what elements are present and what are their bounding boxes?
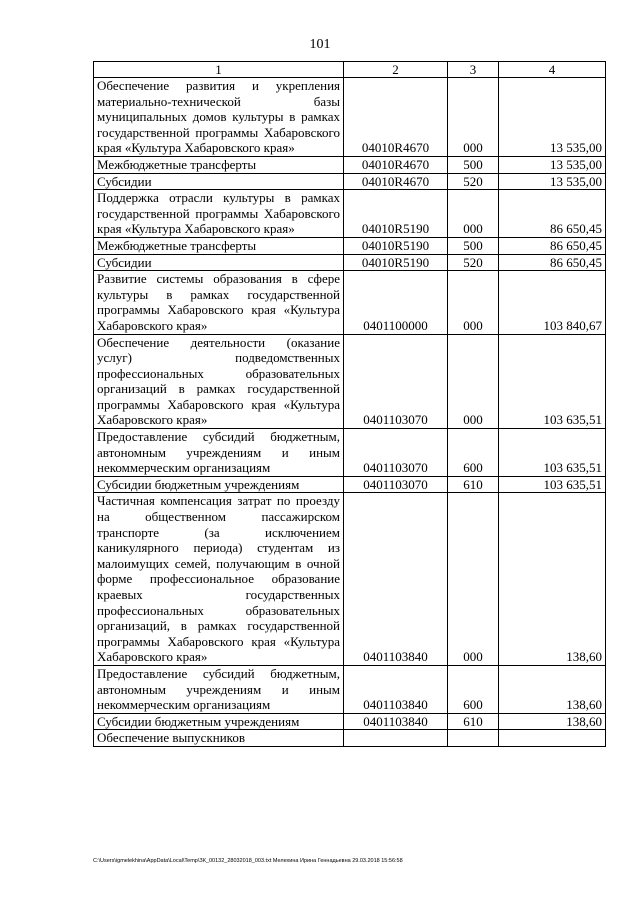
page-number: 101: [309, 37, 331, 52]
row-code: [344, 730, 448, 747]
row-code: 0401103840: [344, 713, 448, 730]
row-code: 04010R5190: [344, 237, 448, 254]
row-name: Предоставление субсидий бюджетным, автономным учреждениям и иным некоммерческим организациям: [94, 665, 344, 713]
row-amount: 86 650,45: [499, 237, 606, 254]
row-code: 04010R4670: [344, 156, 448, 173]
row-type: 000: [448, 271, 499, 334]
row-name: Субсидии бюджетным учреждениям: [94, 476, 344, 493]
row-code: 04010R5190: [344, 254, 448, 271]
row-type: 500: [448, 156, 499, 173]
row-amount: 86 650,45: [499, 254, 606, 271]
column-header-code: 2: [344, 62, 448, 78]
row-amount: 103 635,51: [499, 334, 606, 429]
table-row: [94, 271, 606, 334]
table-row: [94, 173, 606, 190]
row-amount: 13 535,00: [499, 173, 606, 190]
row-name: Поддержка отрасли культуры в рамках государственной программы Хабаровского края «Культура Хабаровского края»: [94, 190, 344, 238]
row-code: 0401103070: [344, 476, 448, 493]
row-amount: 103 635,51: [499, 476, 606, 493]
row-amount: [499, 730, 606, 747]
row-type: 600: [448, 429, 499, 477]
row-code: 04010R4670: [344, 78, 448, 157]
row-amount: 13 535,00: [499, 78, 606, 157]
row-name: Межбюджетные трансферты: [94, 156, 344, 173]
row-type: 520: [448, 254, 499, 271]
table-row: [94, 237, 606, 254]
row-name: Обеспечение выпускников: [94, 730, 344, 747]
row-name: Обеспечение развития и укрепления материально-технической базы муниципальных домов культуры в рамках государственной программы Хабаровского края «Культура Хабаровского края»: [94, 78, 344, 157]
row-name: Предоставление субсидий бюджетным, автономным учреждениям и иным некоммерческим организациям: [94, 429, 344, 477]
row-type: 000: [448, 493, 499, 666]
table-row: [94, 78, 606, 157]
table-row: [94, 493, 606, 666]
row-type: 500: [448, 237, 499, 254]
row-name: Субсидии: [94, 173, 344, 190]
row-name: Обеспечение деятельности (оказание услуг) подведомственных профессиональных образовательных организаций в рамках государственной программы Хабаровского края «Культура Хабаровского края»: [94, 334, 344, 429]
table-row: [94, 713, 606, 730]
row-amount: 138,60: [499, 493, 606, 666]
table-header-row: [94, 62, 606, 78]
row-type: 610: [448, 713, 499, 730]
table-row: [94, 730, 606, 747]
row-type: 000: [448, 190, 499, 238]
row-type: 000: [448, 334, 499, 429]
table-body: [94, 78, 606, 747]
column-header-name: 1: [94, 62, 344, 78]
table-row: [94, 254, 606, 271]
table-row: [94, 429, 606, 477]
row-name: Частичная компенсация затрат по проезду на общественном пассажирском транспорте (за исключением каникулярного периода) студентам из малоимущих семей, получающим в очной форме профессиональное образование краевых государственных профессиональных образовательных организаций, в рамках государственной программы Хабаровского края «Культура Хабаровского края»: [94, 493, 344, 666]
row-code: 0401103840: [344, 665, 448, 713]
row-code: 0401103070: [344, 334, 448, 429]
row-name: Развитие системы образования в сфере культуры в рамках государственной программы Хабаровского края «Культура Хабаровского края»: [94, 271, 344, 334]
row-type: [448, 730, 499, 747]
row-name: Межбюджетные трансферты: [94, 237, 344, 254]
table-row: [94, 334, 606, 429]
row-amount: 86 650,45: [499, 190, 606, 238]
row-code: 0401100000: [344, 271, 448, 334]
row-code: 0401103070: [344, 429, 448, 477]
row-amount: 103 635,51: [499, 429, 606, 477]
row-amount: 138,60: [499, 713, 606, 730]
row-type: 600: [448, 665, 499, 713]
table-row: [94, 665, 606, 713]
row-code: 04010R4670: [344, 173, 448, 190]
column-header-type: 3: [448, 62, 499, 78]
row-name: Субсидии бюджетным учреждениям: [94, 713, 344, 730]
table-row: [94, 190, 606, 238]
budget-table: [93, 61, 606, 747]
row-type: 610: [448, 476, 499, 493]
row-amount: 103 840,67: [499, 271, 606, 334]
row-type: 520: [448, 173, 499, 190]
column-header-amount: 4: [499, 62, 606, 78]
row-type: 000: [448, 78, 499, 157]
row-code: 0401103840: [344, 493, 448, 666]
table-row: [94, 156, 606, 173]
row-code: 04010R5190: [344, 190, 448, 238]
row-amount: 13 535,00: [499, 156, 606, 173]
table-row: [94, 476, 606, 493]
file-path-footer: C:\Users\igmelekhina\AppData\Local\Temp\ЗК_00132_28032018_003.txt Мелехина Ирина Геннадьевна 29.03.2018 15:56:58: [93, 858, 403, 864]
row-name: Субсидии: [94, 254, 344, 271]
row-amount: 138,60: [499, 665, 606, 713]
